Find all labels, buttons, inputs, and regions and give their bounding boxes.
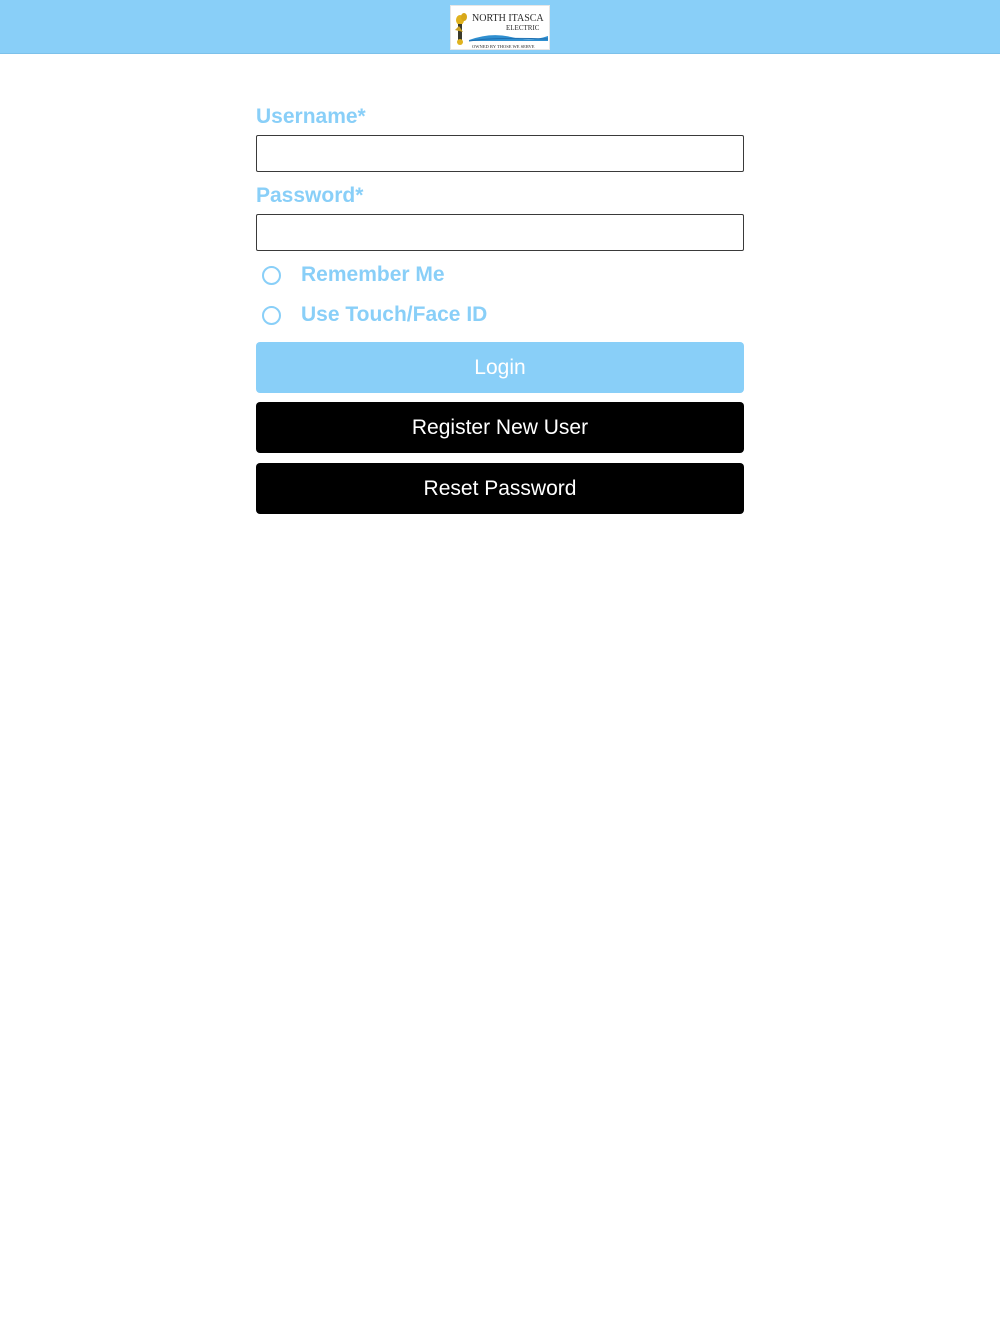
login-button[interactable]: Login	[256, 342, 744, 393]
password-input[interactable]	[256, 214, 744, 251]
username-input[interactable]	[256, 135, 744, 172]
app-header	[0, 0, 1000, 54]
username-label: Username*	[256, 105, 366, 128]
remember-me-radio[interactable]	[262, 266, 281, 285]
touch-face-id-label: Use Touch/Face ID	[301, 303, 488, 326]
logo-title-text: NORTH ITASCA	[472, 13, 544, 24]
logo-graphic	[451, 6, 549, 49]
company-logo	[450, 5, 550, 50]
reset-password-button[interactable]: Reset Password	[256, 463, 744, 514]
touch-face-id-radio[interactable]	[262, 306, 281, 325]
register-new-user-button[interactable]: Register New User	[256, 402, 744, 453]
logo-subtitle-text: ELECTRIC	[506, 24, 540, 32]
remember-me-toggle[interactable]	[256, 260, 445, 290]
remember-me-label: Remember Me	[301, 263, 445, 286]
touch-face-id-toggle[interactable]	[256, 300, 487, 330]
password-label: Password*	[256, 184, 364, 207]
logo-tagline-text: OWNED BY THOSE WE SERVE	[472, 44, 535, 49]
